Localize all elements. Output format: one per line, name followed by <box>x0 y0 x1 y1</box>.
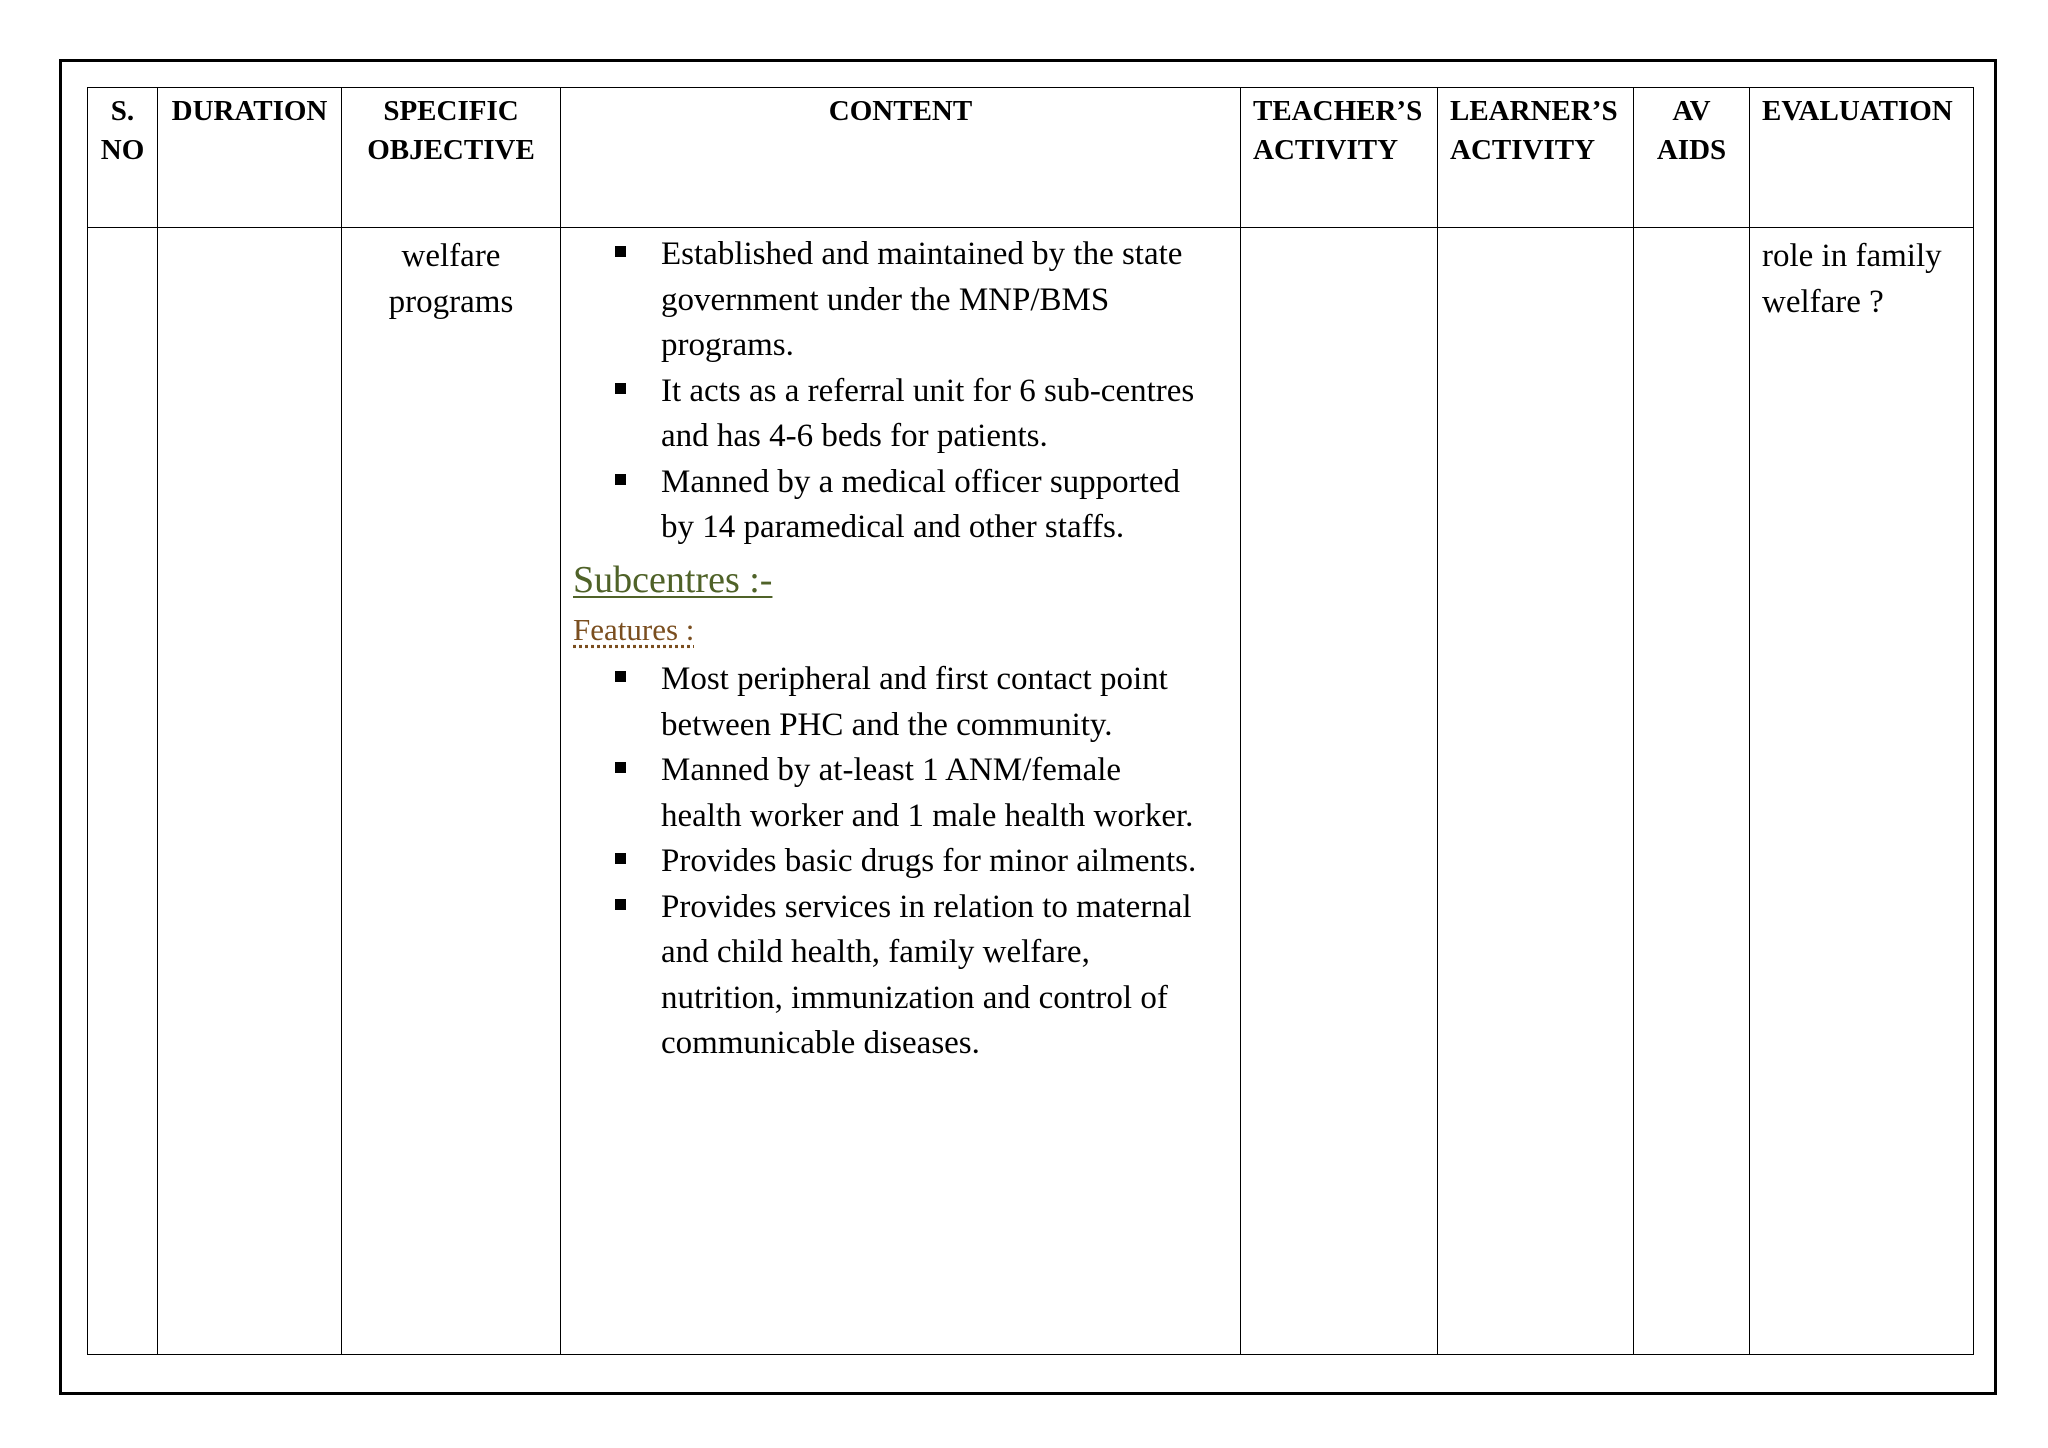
cell-sno <box>88 228 158 1355</box>
list-item-line: government under the MNP/BMS <box>661 281 1110 318</box>
list-item-line: and has 4-6 beds for patients. <box>661 418 1048 454</box>
square-bullet-icon <box>615 246 626 257</box>
list-item-line: Established and maintained by the state <box>661 236 1183 272</box>
list-item <box>661 657 1226 748</box>
list-item-line: health worker and 1 male health worker. <box>661 797 1194 834</box>
header-row <box>88 88 1974 228</box>
square-bullet-icon <box>615 899 626 910</box>
list-item-line: between PHC and the community. <box>661 706 1113 743</box>
list-item-line: communicable diseases. <box>661 1025 980 1061</box>
objective-line: programs <box>388 283 514 320</box>
square-bullet-icon <box>615 853 626 864</box>
square-bullet-icon <box>615 762 626 773</box>
list-item <box>661 460 1226 551</box>
list-item <box>661 748 1226 839</box>
sub-heading-features: Features : <box>573 612 695 647</box>
evaluation-line: role in family <box>1762 238 1942 274</box>
header-content: CONTENT <box>561 88 1241 228</box>
list-item-line: Manned by at-least 1 ANM/female <box>661 752 1122 788</box>
header-objective <box>342 88 561 228</box>
header-av-line: AIDS <box>1656 134 1727 166</box>
evaluation-line: welfare ? <box>1762 283 1884 320</box>
cell-objective <box>342 228 561 1355</box>
list-item-line: by 14 paramedical and other staffs. <box>661 509 1125 545</box>
content-bullets-top <box>573 232 1226 551</box>
square-bullet-icon <box>615 671 626 682</box>
cell-duration <box>158 228 342 1355</box>
list-item-line: Provides services in relation to maternal <box>661 888 1192 925</box>
cell-learner-activity <box>1438 228 1634 1355</box>
header-teacher-line: TEACHER’S <box>1253 95 1423 127</box>
section-heading-subcentres: Subcentres :- <box>573 558 773 601</box>
list-item-line: Provides basic drugs for minor ailments. <box>661 843 1197 879</box>
content-bullets-bottom <box>573 657 1226 1067</box>
header-evaluation: EVALUATION <box>1750 88 1974 228</box>
lesson-plan-table <box>87 87 1974 1355</box>
list-item-line: Most peripheral and first contact point <box>661 661 1168 697</box>
list-item <box>661 885 1226 1067</box>
header-learner-line: LEARNER’S <box>1450 95 1618 127</box>
header-objective-line: OBJECTIVE <box>367 134 535 166</box>
header-learner-activity <box>1438 88 1634 228</box>
square-bullet-icon <box>615 474 626 485</box>
square-bullet-icon <box>615 383 626 394</box>
list-item-line: nutrition, immunization and control of <box>661 979 1168 1016</box>
header-sno <box>88 88 158 228</box>
header-sno-line: NO <box>100 134 145 166</box>
cell-evaluation <box>1750 228 1974 1355</box>
header-objective-line: SPECIFIC <box>383 95 519 127</box>
list-item-line: and child health, family welfare, <box>661 934 1090 970</box>
list-item-line: It acts as a referral unit for 6 sub-centres <box>661 372 1195 409</box>
header-sno-line: S. <box>110 95 135 127</box>
table-row <box>88 228 1974 1355</box>
list-item <box>661 839 1226 885</box>
list-item-line: programs. <box>661 327 794 363</box>
objective-line: welfare <box>401 238 501 274</box>
list-item <box>661 369 1226 460</box>
cell-av-aids <box>1634 228 1750 1355</box>
list-item <box>661 232 1226 369</box>
header-av-aids <box>1634 88 1750 228</box>
cell-teacher-activity <box>1241 228 1438 1355</box>
list-item-line: Manned by a medical officer supported <box>661 463 1180 500</box>
header-teacher-activity <box>1241 88 1438 228</box>
header-av-line: AV <box>1672 95 1711 127</box>
header-teacher-line: ACTIVITY <box>1253 134 1399 166</box>
header-duration: DURATION <box>158 88 342 228</box>
cell-content <box>561 228 1241 1355</box>
header-learner-line: ACTIVITY <box>1450 134 1596 166</box>
